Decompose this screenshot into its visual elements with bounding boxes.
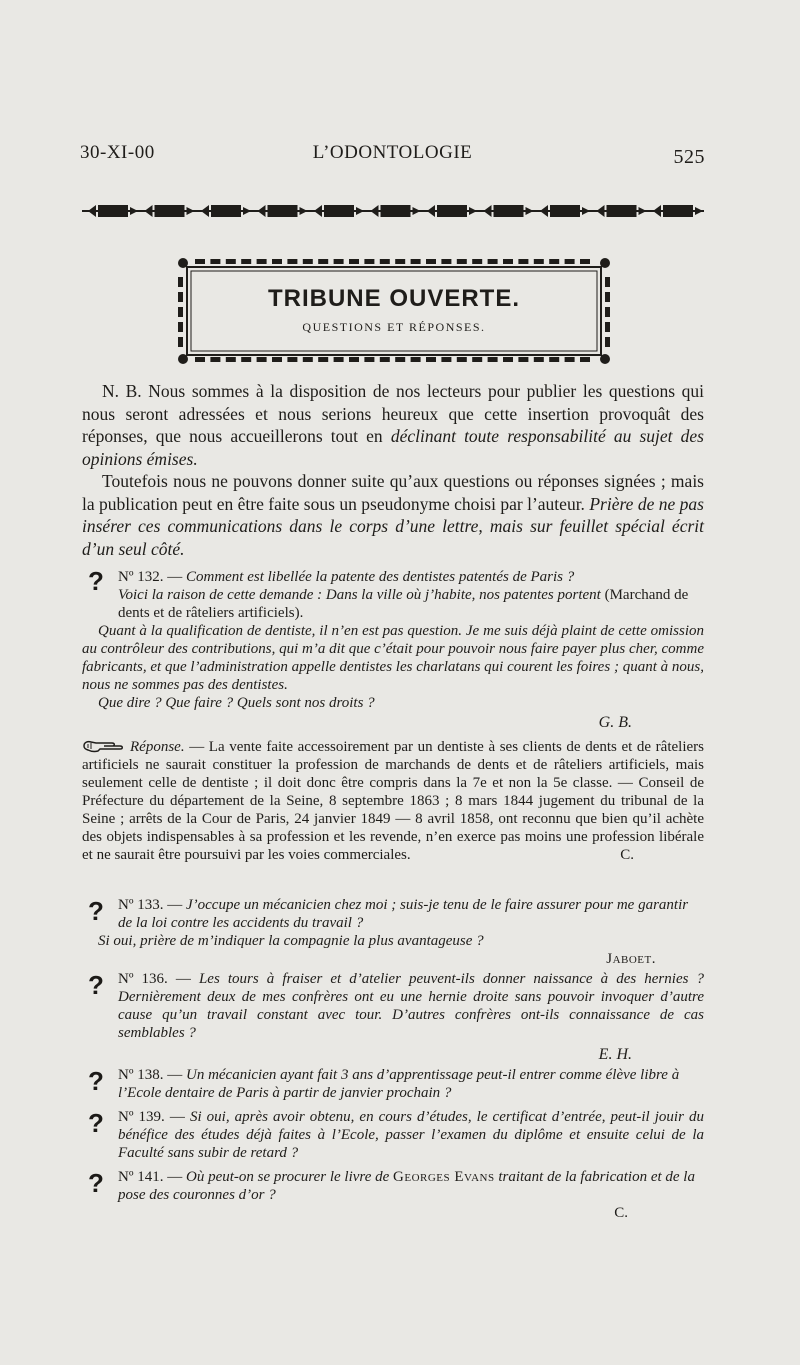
- pointing-hand-icon: [82, 738, 124, 754]
- q139-number: Nº 139. —: [118, 1109, 190, 1125]
- q141-signature: C.: [614, 1205, 628, 1221]
- q136-text: Les tours à fraiser et d’atelier peuvent-ils donner naissance à des hernies ? Dernièrement deux de mes confrères ont eu une hernie droite sans pouvoir invoquer d’autre cause qu’un travail constant avec tour. D’autres confrères ont-ils connaissance de cas semblables ?: [118, 971, 704, 1041]
- q141-text-a: Où peut-on se procurer le livre de: [185, 1169, 394, 1185]
- ornament-link: [258, 205, 308, 217]
- q136-number: Nº 136. —: [118, 971, 199, 987]
- q133-signature: Jaboet.: [606, 951, 656, 967]
- intro-paragraph-1: [82, 380, 704, 470]
- page-number: 525: [673, 146, 705, 168]
- ornament-link: [314, 205, 364, 217]
- q141-author: Georges Evans: [393, 1169, 495, 1185]
- q133-text-2: Si oui, prière de m’indiquer la compagnie la plus avantageuse ?: [98, 933, 484, 949]
- question-mark-icon: ?: [88, 896, 104, 926]
- issue-date: 30-XI-00: [80, 142, 155, 163]
- q132-paragraph-3: Que dire ? Que faire ? Quels sont nos droits ?: [98, 695, 375, 711]
- q136-signature: E. H.: [598, 1046, 632, 1063]
- ornament-band: [82, 200, 704, 222]
- ornament-link: [201, 205, 251, 217]
- q139-text: Si oui, après avoir obtenu, en cours d’études, le certificat d’entrée, peut-il jouir du bénéfice des études déjà faites à l’Ecole, passer l’examen du diplôme et ensuite celui de la Faculté sans subir de retard ?: [118, 1109, 704, 1161]
- question-133: [82, 896, 704, 968]
- q133-number: Nº 133. —: [118, 897, 186, 913]
- ornament-link: [427, 205, 477, 217]
- section-title: TRIBUNE OUVERTE.: [267, 285, 520, 312]
- ornament-link: [88, 205, 138, 217]
- q141-text-b: traitant de la fabrication et de la pose des couronnes d’or ?: [118, 1169, 695, 1203]
- question-mark-icon: ?: [88, 566, 104, 596]
- question-139: [82, 1108, 704, 1162]
- running-head: [80, 140, 705, 174]
- q141-number: Nº 141. —: [118, 1169, 186, 1185]
- section-subtitle: QUESTIONS ET RÉPONSES.: [302, 320, 486, 334]
- question-mark-icon: ?: [88, 1066, 104, 1096]
- intro-notice: [82, 380, 704, 560]
- q132-question: Comment est libellée la patente des dentistes patentés de Paris ?: [185, 569, 575, 585]
- question-mark-icon: ?: [88, 1168, 104, 1198]
- response-block: [82, 738, 704, 864]
- ornament-link: [597, 205, 647, 217]
- intro-p1-text: N. B. Nous sommes à la disposition de nos lecteurs pour publier les questions qui nous seront adressées et nous serions heureux que cette insertion provoquât des réponses, que nous accueillerons tout en: [82, 381, 704, 446]
- response-text: — La vente faite accessoirement par un dentiste à ses clients de dents et de râteliers artificiels ne saurait constituer la profession de marchands de dents et de râteliers artificiels, mais seulement celle de dentiste ; il doit donc être compris dans la 7e et non la 5e classe. — Conseil de Préfecture du département de la Seine, 8 septembre 1863 ; 8 mars 1844 jugement du tribunal de la Seine ; arrêts de la Cour de Paris, 24 janvier 1849 — 8 avril 1858, ont reconnu que bien qu’il achète des objets indispensables à sa profession et les revende, n’en exerce pas moins une profession libérale et ne saurait être poursuivi par les voies commerciales.: [82, 739, 704, 863]
- intro-paragraph-2: [82, 470, 704, 560]
- ornament-link: [371, 205, 421, 217]
- question-mark-icon: ?: [88, 1108, 104, 1138]
- response-label: Réponse.: [130, 739, 185, 755]
- q132-number: Nº 132. —: [118, 569, 186, 585]
- q132-reason: Voici la raison de cette demande : Dans la ville où j’habite, nos patentes portent: [118, 587, 601, 603]
- q132-paragraph-2: Quant à la qualification de dentiste, il n’en est pas question. Je me suis déjà plaint de cette omission au contrôleur des contributions, qui m’a dit que c’était pour pouvoir nous faire payer plus cher, comme fabricants, et que l’administration appelle dentistes les charlatans qui courent les foires ; quant à nous, nous ne sommes pas des dentistes.: [82, 623, 704, 693]
- question-132: [82, 568, 704, 732]
- response-signature: C.: [620, 847, 634, 863]
- q138-text: Un mécanicien ayant fait 3 ans d’apprentissage peut-il entrer comme élève libre à l’Ecole dentaire de Paris à partir de janvier prochain ?: [118, 1067, 680, 1101]
- q132-signature: G. B.: [598, 714, 632, 731]
- intro-p2-italic: Prière de ne pas insérer ces communications dans le corps d’une lettre, mais sur feuillet spécial écrit d’un seul côté.: [82, 493, 704, 559]
- title-box: [175, 255, 613, 367]
- intro-p1-italic: déclinant toute responsabilité au sujet des opinions émises.: [82, 426, 704, 469]
- intro-p2-text: Toutefois nous ne pouvons donner suite qu’aux questions ou réponses signées ; mais la publication peut en être faite sous un pseudonyme choisi par l’auteur.: [82, 471, 704, 514]
- q138-number: Nº 138. —: [118, 1067, 186, 1083]
- ornament-link: [653, 205, 703, 217]
- question-mark-icon: ?: [88, 970, 104, 1000]
- ornament-link: [484, 205, 534, 217]
- question-136: [82, 970, 704, 1064]
- question-138: [82, 1066, 704, 1102]
- journal-title: L’ODONTOLOGIE: [312, 142, 473, 163]
- q132-reason-paren: (Marchand de dents et de râteliers artificiels).: [118, 587, 689, 621]
- question-141: [82, 1168, 704, 1222]
- q133-text: J’occupe un mécanicien chez moi ; suis-je tenu de le faire assurer pour me garantir de la loi contre les accidents du travail ?: [118, 897, 689, 931]
- ornament-link: [540, 205, 590, 217]
- ornament-link: [145, 205, 195, 217]
